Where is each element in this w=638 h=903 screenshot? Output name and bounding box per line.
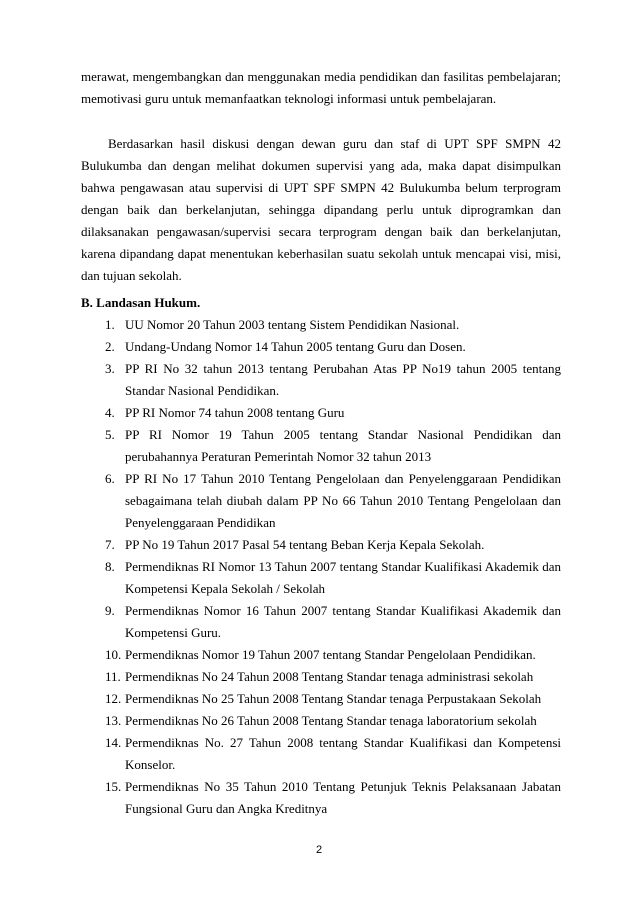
list-item-number: 8. xyxy=(105,559,115,574)
legal-basis-list xyxy=(81,314,561,820)
list-item-text: Permendiknas No. 27 Tahun 2008 tentang Standar Kualifikasi dan Kompetensi Konselor. xyxy=(125,735,561,772)
list-item-number: 6. xyxy=(105,471,115,486)
list-item xyxy=(81,732,561,776)
list-item-number: 7. xyxy=(105,537,115,552)
list-item-text: PP RI Nomor 19 Tahun 2005 tentang Standar Nasional Pendidikan dan perubahannya Peraturan Pemerintah Nomor 32 tahun 2013 xyxy=(125,427,561,464)
intro-paragraph-2: Berdasarkan hasil diskusi dengan dewan guru dan staf di UPT SPF SMPN 42 Bulukumba dan dengan melihat dokumen supervisi yang ada, maka dapat disimpulkan bahwa pengawasan atau supervisi di UPT SPF SMPN 42 Bulukumba belum terprogram dengan baik dan berkelanjutan, sehingga dipandang perlu untuk diprogramkan dan dilaksanakan pengawasan/supervisi secara terprogram dengan baik dan berkelanjutan, karena dipandang dapat menentukan keberhasilan suatu sekolah untuk mencapai visi, misi, dan tujuan sekolah. xyxy=(81,136,561,283)
intro-paragraph-1: merawat, mengembangkan dan menggunakan media pendidikan dan fasilitas pembelajaran; memotivasi guru untuk memanfaatkan teknologi informasi untuk pembelajaran. xyxy=(81,69,561,106)
list-item-number: 10. xyxy=(105,647,122,662)
list-item-number: 3. xyxy=(105,361,115,376)
list-item-number: 5. xyxy=(105,427,115,442)
list-item xyxy=(81,710,561,732)
list-item xyxy=(81,600,561,644)
list-item xyxy=(81,358,561,402)
list-item-text: Undang-Undang Nomor 14 Tahun 2005 tentang Guru dan Dosen. xyxy=(125,339,466,354)
list-item-number: 1. xyxy=(105,317,115,332)
list-item-text: UU Nomor 20 Tahun 2003 tentang Sistem Pendidikan Nasional. xyxy=(125,317,460,332)
list-item xyxy=(81,534,561,556)
list-item xyxy=(81,644,561,666)
list-item-text: Permendiknas No 26 Tahun 2008 Tentang Standar tenaga laboratorium sekolah xyxy=(125,713,537,728)
list-item-text: Permendiknas Nomor 19 Tahun 2007 tentang Standar Pengelolaan Pendidikan. xyxy=(125,647,536,662)
list-item xyxy=(81,424,561,468)
list-item-number: 4. xyxy=(105,405,115,420)
list-item-text: PP RI Nomor 74 tahun 2008 tentang Guru xyxy=(125,405,345,420)
list-item xyxy=(81,468,561,534)
list-item xyxy=(81,402,561,424)
list-item-text: PP No 19 Tahun 2017 Pasal 54 tentang Beban Kerja Kepala Sekolah. xyxy=(125,537,485,552)
list-item-text: Permendiknas No 35 Tahun 2010 Tentang Petunjuk Teknis Pelaksanaan Jabatan Fungsional Guru dan Angka Kreditnya xyxy=(125,779,561,816)
list-item xyxy=(81,776,561,820)
list-item-number: 12. xyxy=(105,691,122,706)
list-item-number: 13. xyxy=(105,713,122,728)
list-item-number: 9. xyxy=(105,603,115,618)
section-heading: B. Landasan Hukum. xyxy=(81,295,201,310)
list-item xyxy=(81,688,561,710)
list-item-text: PP RI No 32 tahun 2013 tentang Perubahan Atas PP No19 tahun 2005 tentang Standar Nasional Pendidikan. xyxy=(125,361,561,398)
list-item xyxy=(81,556,561,600)
list-item-text: Permendiknas Nomor 16 Tahun 2007 tentang Standar Kualifikasi Akademik dan Kompetensi Guru. xyxy=(125,603,561,640)
list-item-number: 14. xyxy=(105,735,122,750)
list-item-text: Permendiknas No 25 Tahun 2008 Tentang Standar tenaga Perpustakaan Sekolah xyxy=(125,691,542,706)
list-item-number: 15. xyxy=(105,779,122,794)
list-item-number: 2. xyxy=(105,339,115,354)
list-item xyxy=(81,666,561,688)
list-item-text: Permendiknas No 24 Tahun 2008 Tentang Standar tenaga administrasi sekolah xyxy=(125,669,534,684)
list-item-number: 11. xyxy=(105,669,121,684)
page-number: 2 xyxy=(315,844,323,856)
list-item-text: PP RI No 17 Tahun 2010 Tentang Pengelolaan dan Penyelenggaraan Pendidikan sebagaimana telah diubah dalam PP No 66 Tahun 2010 Tentang Pengelolaan dan Penyelenggaraan Pendidikan xyxy=(125,471,561,530)
list-item xyxy=(81,336,561,358)
list-item-text: Permendiknas RI Nomor 13 Tahun 2007 tentang Standar Kualifikasi Akademik dan Kompetensi Kepala Sekolah / Sekolah xyxy=(125,559,561,596)
list-item xyxy=(81,314,561,336)
